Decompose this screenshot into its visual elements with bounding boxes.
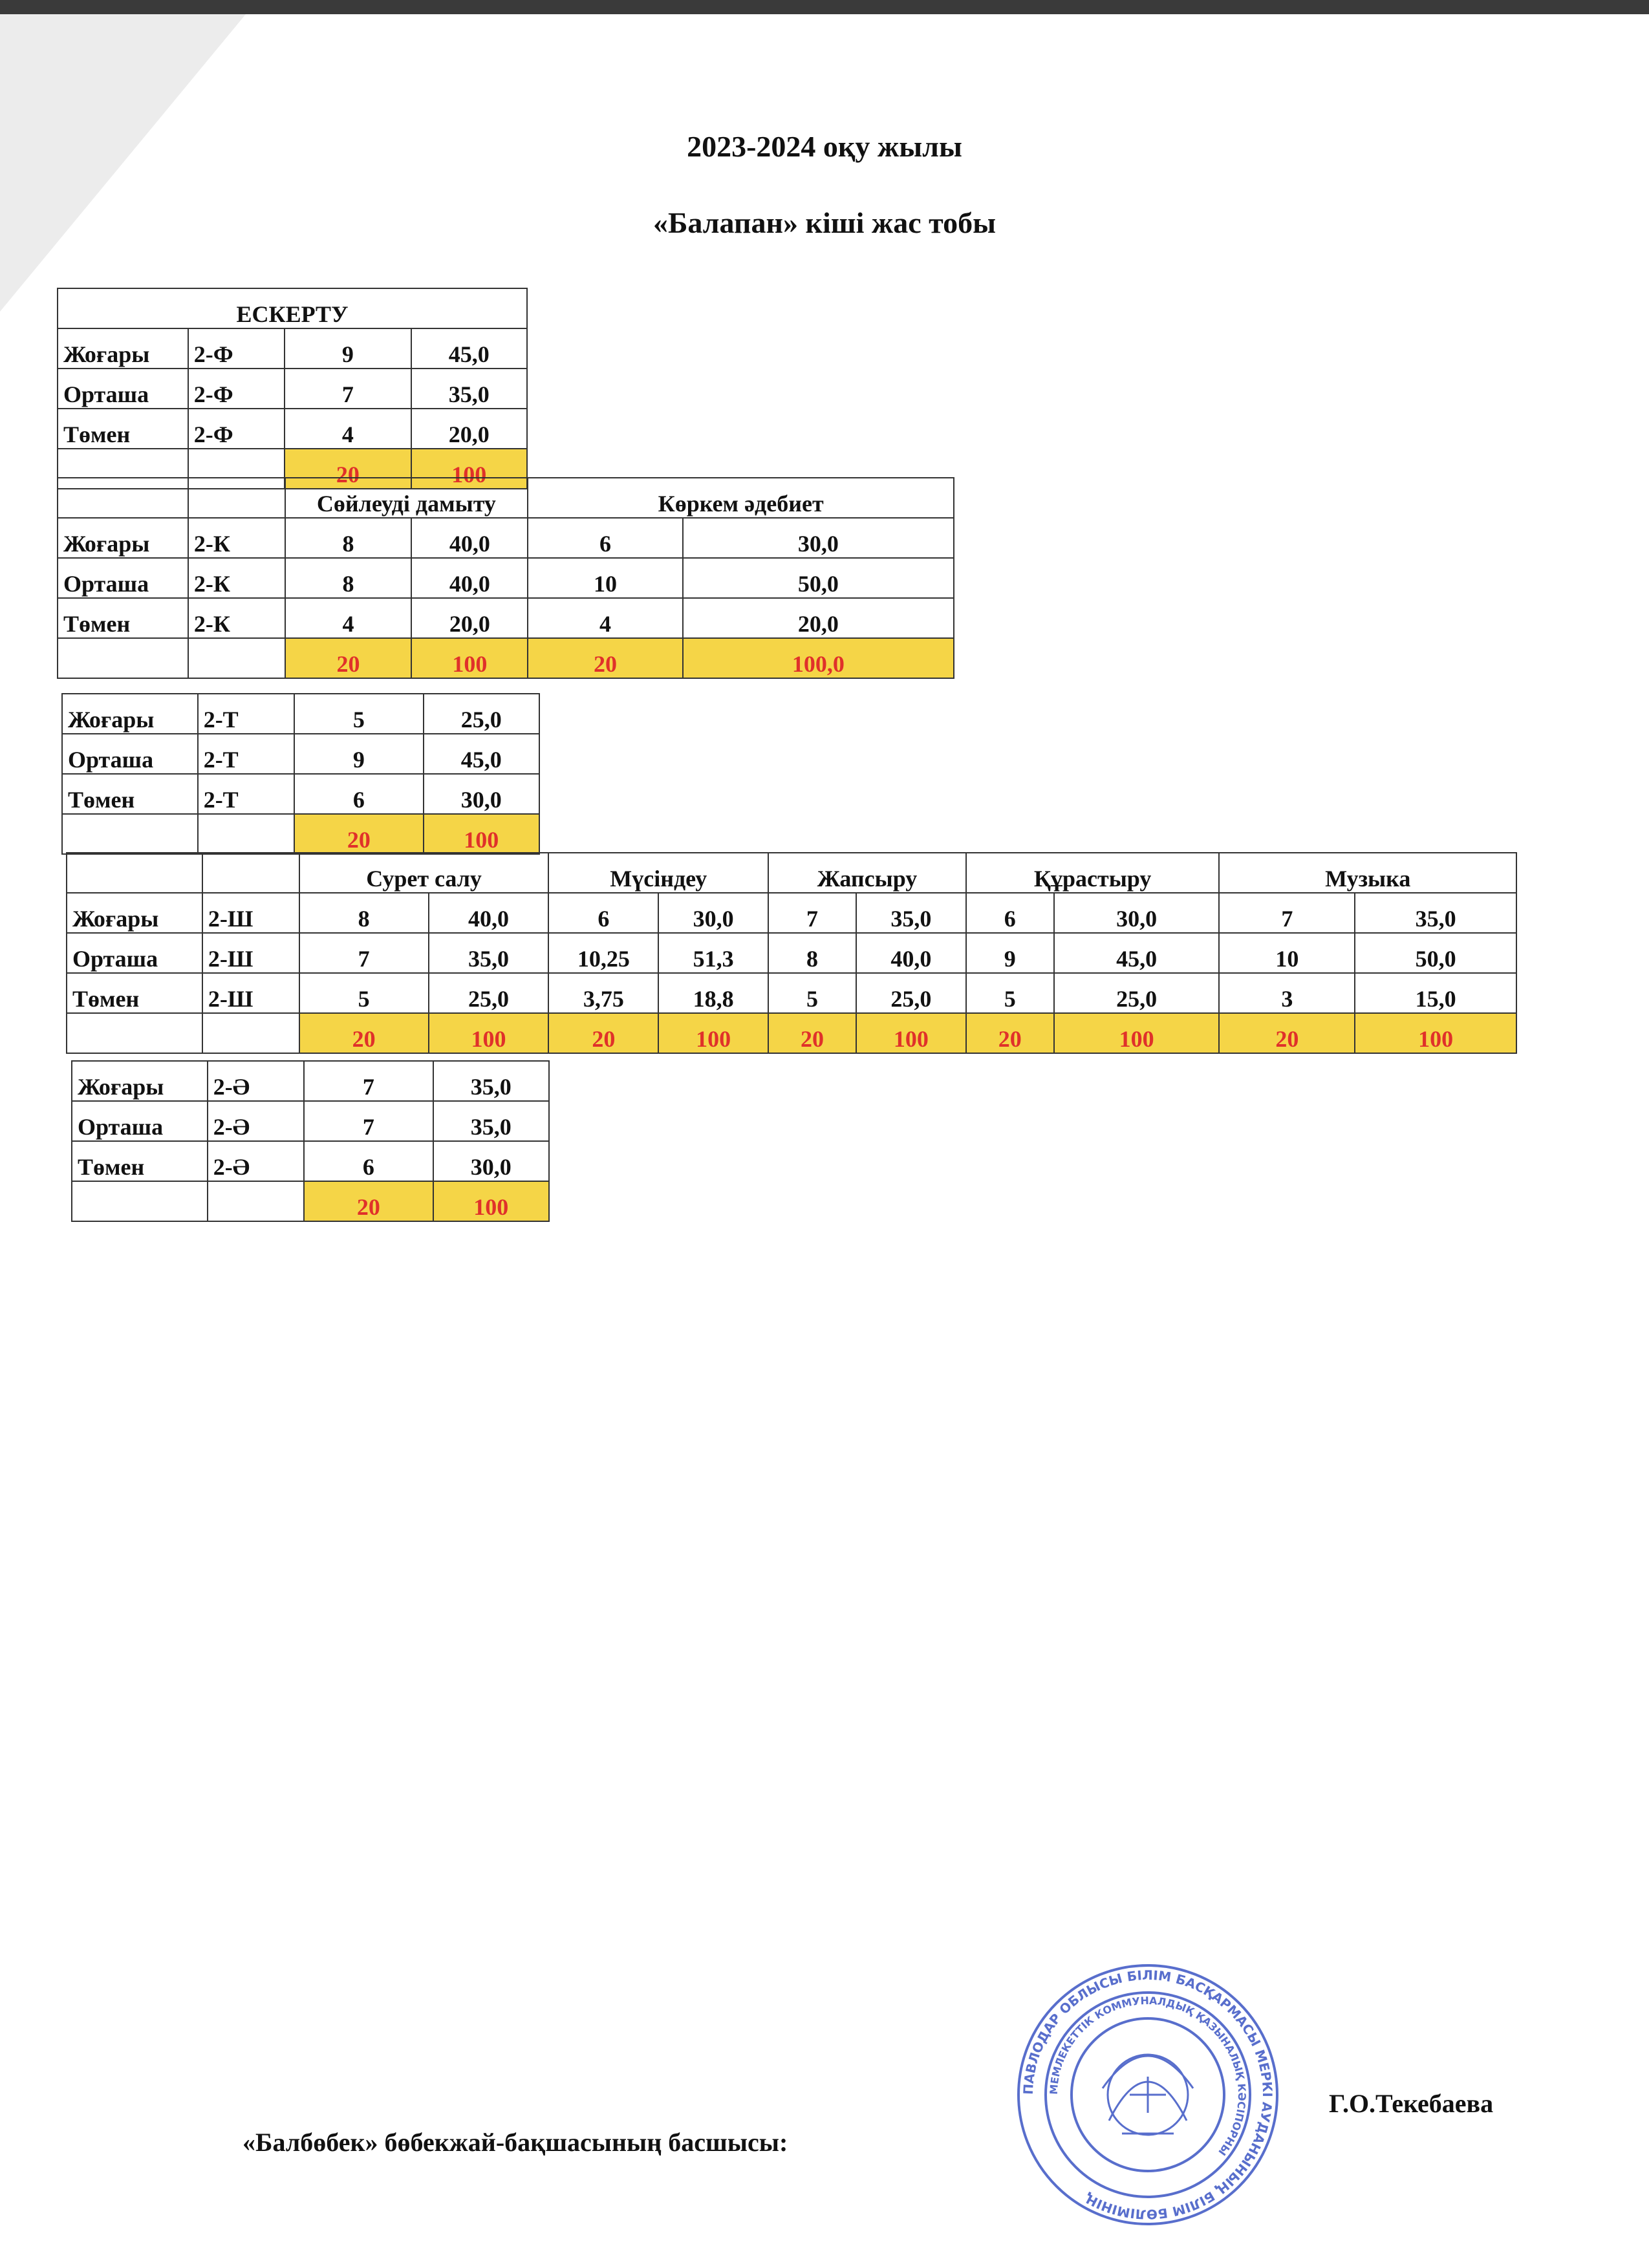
subject-header: Көркем әдебиет	[528, 478, 954, 518]
percent-cell: 40,0	[411, 518, 528, 558]
level-cell: Орташа	[72, 1101, 208, 1141]
code-cell: 2-Ф	[188, 328, 285, 369]
count-cell: 6	[294, 774, 423, 814]
level-cell: Жоғары	[72, 1061, 208, 1101]
code-cell: 2-Ш	[202, 933, 299, 973]
table-row	[62, 774, 539, 814]
total-cell: 100	[856, 1013, 966, 1053]
percent-cell: 20,0	[411, 598, 528, 638]
percent-cell: 30,0	[433, 1141, 550, 1181]
total-cell: 100	[1355, 1013, 1516, 1053]
total-cell: 100	[1054, 1013, 1220, 1053]
year-heading: 2023-2024 оқу жылы	[687, 130, 962, 163]
table-row	[58, 409, 527, 449]
code-cell: 2-Т	[198, 694, 295, 734]
code-cell: 2-Ф	[188, 369, 285, 409]
signatory-position: «Балбөбек» бөбекжай-бақшасының басшысы:	[242, 2128, 788, 2157]
total-percent: 100,0	[683, 638, 954, 678]
value-cell: 18,8	[658, 973, 768, 1013]
total-count: 20	[304, 1181, 433, 1221]
value-cell: 15,0	[1355, 973, 1516, 1013]
count-cell: 8	[285, 558, 412, 598]
total-row	[72, 1181, 549, 1221]
level-cell: Жоғары	[58, 518, 188, 558]
value-cell: 25,0	[856, 973, 966, 1013]
level-cell: Жоғары	[67, 893, 202, 933]
code-cell: 2-Ә	[208, 1141, 305, 1181]
table-k	[57, 477, 954, 679]
value-cell: 10	[1219, 933, 1355, 973]
table-sh	[66, 852, 1517, 1054]
count-cell: 6	[528, 518, 683, 558]
total-count: 20	[528, 638, 683, 678]
value-cell: 7	[768, 893, 856, 933]
value-cell: 6	[548, 893, 658, 933]
table-row	[72, 1101, 549, 1141]
code-cell: 2-К	[188, 518, 285, 558]
value-cell: 25,0	[429, 973, 549, 1013]
group-heading: «Балапан» кіші жас тобы	[652, 206, 997, 239]
total-cell: 20	[299, 1013, 429, 1053]
value-cell: 10,25	[548, 933, 658, 973]
subject-header: Сурет салу	[299, 853, 549, 893]
value-cell: 40,0	[856, 933, 966, 973]
value-cell: 8	[299, 893, 429, 933]
level-cell: Орташа	[67, 933, 202, 973]
percent-cell: 50,0	[683, 558, 954, 598]
table-row	[58, 328, 527, 369]
code-cell: 2-К	[188, 558, 285, 598]
official-seal-icon	[1012, 1959, 1284, 2231]
total-cell: 100	[429, 1013, 549, 1053]
level-cell: Жоғары	[62, 694, 198, 734]
table-row	[62, 734, 539, 774]
percent-cell: 20,0	[683, 598, 954, 638]
percent-cell: 25,0	[424, 694, 540, 734]
table-row	[58, 598, 954, 638]
level-cell: Төмен	[62, 774, 198, 814]
table-row	[72, 1141, 549, 1181]
code-cell: 2-Ш	[202, 893, 299, 933]
level-cell: Төмен	[67, 973, 202, 1013]
table-row	[62, 694, 539, 734]
total-count: 20	[285, 449, 411, 489]
percent-cell: 40,0	[411, 558, 528, 598]
subject-header: Мүсіндеу	[548, 853, 768, 893]
total-percent: 100	[433, 1181, 550, 1221]
code-cell: 2-Ә	[208, 1061, 305, 1101]
value-cell: 5	[768, 973, 856, 1013]
value-cell: 7	[299, 933, 429, 973]
value-cell: 40,0	[429, 893, 549, 933]
subject-header: Құрастыру	[966, 853, 1220, 893]
table-ae	[71, 1060, 550, 1222]
count-cell: 4	[285, 598, 412, 638]
percent-cell: 45,0	[411, 328, 527, 369]
table-row	[67, 933, 1516, 973]
level-cell: Төмен	[58, 598, 188, 638]
code-cell: 2-Ә	[208, 1101, 305, 1141]
percent-cell: 35,0	[433, 1101, 550, 1141]
value-cell: 50,0	[1355, 933, 1516, 973]
total-cell: 20	[548, 1013, 658, 1053]
value-cell: 5	[299, 973, 429, 1013]
subject-header: Жапсыру	[768, 853, 966, 893]
code-cell: 2-Т	[198, 774, 295, 814]
table-row	[67, 893, 1516, 933]
percent-cell: 35,0	[411, 369, 527, 409]
value-cell: 45,0	[1054, 933, 1220, 973]
value-cell: 6	[966, 893, 1054, 933]
count-cell: 7	[304, 1101, 433, 1141]
value-cell: 35,0	[429, 933, 549, 973]
subject-header: Музыка	[1219, 853, 1516, 893]
total-percent: 100	[411, 638, 528, 678]
total-cell: 20	[1219, 1013, 1355, 1053]
total-count: 20	[285, 638, 412, 678]
table-t	[61, 693, 540, 855]
level-cell: Төмен	[72, 1141, 208, 1181]
total-cell: 20	[966, 1013, 1054, 1053]
count-cell: 4	[528, 598, 683, 638]
table-row	[58, 558, 954, 598]
percent-cell: 30,0	[683, 518, 954, 558]
total-percent: 100	[424, 814, 540, 854]
total-row	[58, 638, 954, 678]
value-cell: 30,0	[1054, 893, 1220, 933]
count-cell: 5	[294, 694, 423, 734]
scan-top-edge	[0, 0, 1649, 14]
count-cell: 4	[285, 409, 411, 449]
code-cell: 2-Ф	[188, 409, 285, 449]
table-row	[67, 973, 1516, 1013]
level-cell: Орташа	[58, 558, 188, 598]
subject-header: Сөйлеуді дамыту	[285, 478, 528, 518]
total-cell: 100	[658, 1013, 768, 1053]
percent-cell: 30,0	[424, 774, 540, 814]
table-row	[72, 1061, 549, 1101]
total-row	[67, 1013, 1516, 1053]
percent-cell: 35,0	[433, 1061, 550, 1101]
seal-outer-text: ПАВЛОДАР ОБЛЫСЫ БІЛІМ БАСҚАРМАСЫ МЕРКІ АУДАНЫНЫҢ БІЛІМ БӨЛІМІНІҢ	[1020, 1967, 1276, 2223]
percent-cell: 45,0	[424, 734, 540, 774]
code-cell: 2-К	[188, 598, 285, 638]
seal-inner-text: МЕМЛЕКЕТТІК КОММУНАЛДЫҚ ҚАЗЫНАЛЫҚ КӘСІПОРНЫ	[1047, 1994, 1249, 2158]
total-cell: 20	[768, 1013, 856, 1053]
table-row	[58, 518, 954, 558]
value-cell: 30,0	[658, 893, 768, 933]
value-cell: 35,0	[1355, 893, 1516, 933]
percent-cell: 20,0	[411, 409, 527, 449]
level-cell: Жоғары	[58, 328, 188, 369]
value-cell: 25,0	[1054, 973, 1220, 1013]
level-cell: Төмен	[58, 409, 188, 449]
value-cell: 35,0	[856, 893, 966, 933]
signatory-name: Г.О.Текебаева	[1329, 2089, 1494, 2118]
value-cell: 51,3	[658, 933, 768, 973]
code-cell: 2-Ш	[202, 973, 299, 1013]
total-row	[62, 814, 539, 854]
count-cell: 6	[304, 1141, 433, 1181]
total-count: 20	[294, 814, 423, 854]
value-cell: 8	[768, 933, 856, 973]
value-cell: 9	[966, 933, 1054, 973]
count-cell: 7	[304, 1061, 433, 1101]
value-cell: 7	[1219, 893, 1355, 933]
code-cell: 2-Т	[198, 734, 295, 774]
value-cell: 3,75	[548, 973, 658, 1013]
table-row	[58, 369, 527, 409]
count-cell: 8	[285, 518, 412, 558]
total-percent: 100	[411, 449, 527, 489]
count-cell: 7	[285, 369, 411, 409]
count-cell: 10	[528, 558, 683, 598]
table-f	[57, 288, 528, 489]
count-cell: 9	[294, 734, 423, 774]
count-cell: 9	[285, 328, 411, 369]
level-cell: Орташа	[62, 734, 198, 774]
value-cell: 5	[966, 973, 1054, 1013]
table-title: ЕСКЕРТУ	[58, 288, 527, 328]
level-cell: Орташа	[58, 369, 188, 409]
value-cell: 3	[1219, 973, 1355, 1013]
